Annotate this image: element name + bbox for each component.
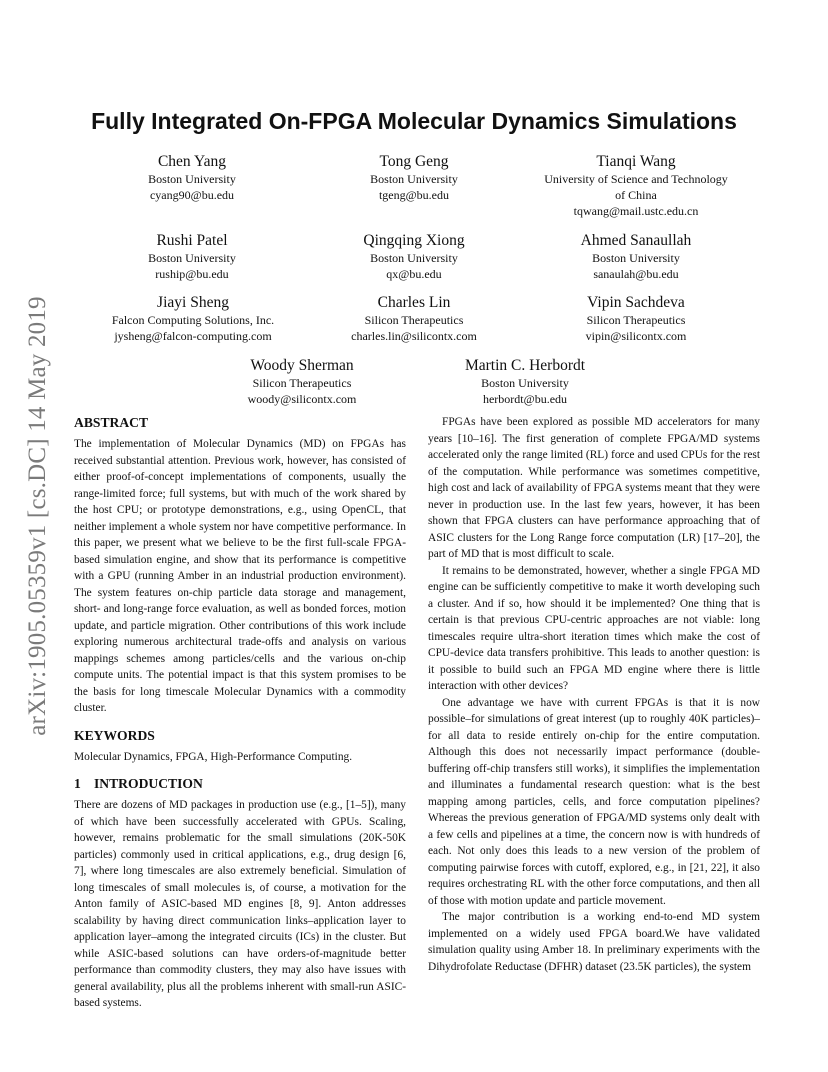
author-block [314,231,514,282]
author-email: woody@silicontx.com [247,392,357,406]
author-affiliation: Falcon Computing Solutions, Inc. [111,313,275,327]
author-email: vipin@silicontx.com [585,329,687,343]
section-number: 1 [74,776,81,791]
author-affiliation: Silicon Therapeutics [252,376,352,390]
author-affiliation: of China [615,188,657,202]
author-name: Martin C. Herbordt [464,357,586,374]
author-block [314,152,514,203]
author-email: qx@bu.edu [386,267,442,281]
author-affiliation: Boston University [370,251,458,265]
intro-paragraph: There are dozens of MD packages in production use (e.g., [1–5]), many of which have been successfully accelerated with GPUs. Scaling, however, remains problematic for the small simulations (20K-50K particles) commonly used in critical applications, e.g., drug design [6, 7], where long timescales are also extremely beneficial. Simulation of long timescales of small molecules is, of course, a motivation for the Anton family of ASIC-based MD engines [8, 9]. Anton addresses scalability by having direct communication links–application layer to application layer–among the integrated circuits (ICs) in the cluster. But while ASIC-based solutions can have orders-of-magnitude better performance than commodity clusters, they may also have issues with general availability, plus all the problems inherent with small-run ASIC-based systems. [74,799,406,1009]
author-name: Ahmed Sanaullah [580,232,692,249]
author-block [82,293,304,344]
author-block [525,152,747,219]
intro-paragraph: The major contribution is a working end-to-end MD system implemented on a widely used FPGA board.We have validated simulation quality using Amber 18. In preliminary experiments with the Dihydrofolate Reductase (DFHR) dataset (23.5K particles), the system [428,911,760,973]
keywords-heading: KEYWORDS [74,727,155,743]
abstract-heading: ABSTRACT [74,415,149,430]
author-email: jysheng@falcon-computing.com [114,329,272,343]
author-name: Chen Yang [157,153,227,170]
author-block [202,356,402,407]
author-name: Tianqi Wang [596,153,676,170]
abstract-text: The implementation of Molecular Dynamics (MD) on FPGAs has received substantial attention. Previous work, however, has consisted of either proof-of-concept implementations of components, usually the range-limited force; full systems, but with much of the work shared by the host CPU; or prototype demonstrations, e.g., using OpenCL, that neither implement a whole system nor have competitive performance. In this paper, we present what we believe to be the first full-scale FPGA-based simulation engine, and show that its performance is competitive with a GPU (running Amber in an industrial production environment). The system features on-chip particle data storage and management, short- and long-range force evaluation, as well as bonded forces, motion update, and particle migration. Other contributions of this work include exploring numerous architectural trade-offs and analysis on various mappings schemes among particles/cells and the various on-chip compute units. The potential impact is that this system promises to be the basis for long timescale Molecular Dynamics with a commodity cluster. [74,438,406,714]
author-affiliation: Boston University [592,251,680,265]
author-name: Rushi Patel [156,232,228,249]
author-email: tqwang@mail.ustc.edu.cn [573,204,699,218]
author-email: ruship@bu.edu [155,267,229,281]
section-title: INTRODUCTION [94,776,203,791]
author-name: Woody Sherman [250,357,354,374]
author-name: Qingqing Xiong [363,232,465,249]
author-affiliation: Boston University [148,251,236,265]
author-affiliation: Silicon Therapeutics [364,313,464,327]
author-name: Vipin Sachdeva [587,294,685,311]
author-block [425,356,625,407]
left-column [74,414,406,1012]
arxiv-stamp [17,258,59,773]
author-affiliation: Boston University [370,172,458,186]
author-name: Jiayi Sheng [157,294,229,311]
author-block [536,293,736,344]
intro-paragraph: It remains to be demonstrated, however, whether a single FPGA MD engine can be sufficiently competitive to make it worth developing such a cluster. And if so, how should it be implemented? One thing that is certain is that previous CPU-centric approaches are not viable: long timescales require ultra-short iteration times which make the cost of CPU-device data transfers prohibitive. This leads to another question: is it possible to build such an FPGA MD engine where there is little interaction with other devices? [428,564,760,692]
author-block [92,231,292,282]
author-email: sanaulah@bu.edu [593,267,679,281]
arxiv-identifier: arXiv:1905.05359v1 [cs.DC] 14 May 2019 [24,295,51,736]
author-name: Tong Geng [379,153,449,170]
right-column [428,414,760,975]
intro-paragraph: One advantage we have with current FPGAs is that it is now possible–for simulations of great interest (up to roughly 40K particles)–for all data to reside entirely on-chip for the entire computation. Although this does not necessarily impact performance (double-buffering off-chip transfers still works), it simplifies the implementation and illuminates a fundamental research question: what is the best mapping among particles, cells, and force computation pipelines? Whereas the previous generation of FPGA/MD systems only dealt with a few cells and pipelines at a time, the concern now is with hundreds of each. Not only does this leads to a new version of the problem of computing pairwise forces with cutoff, explored, e.g., in [21, 22], it also requires orchestrating RL with the other force computations, and then all of those with motion update and particle movement. [428,696,760,907]
author-block [536,231,736,282]
author-block [314,293,514,344]
introduction-heading [74,775,406,793]
intro-paragraph: FPGAs have been explored as possible MD accelerators for many years [10–16]. The first generation of complete FPGA/MD systems accelerated only the range limited (RL) force and used CPUs for the rest of the computation. While performance was sometimes competitive, high cost and lack of availability of FPGA systems meant that they were never in production use. In the last few years, however, it has been shown that FPGA clusters can have performance approaching that of ASIC clusters for the Long Range force computation (LR) [17–20], the part of MD that is most difficult to scale. [428,416,760,560]
author-affiliation: Boston University [481,376,569,390]
author-email: cyang90@bu.edu [149,188,235,202]
author-affiliation: University of Science and Technology [544,172,728,186]
keywords-text: Molecular Dynamics, FPGA, High-Performance Computing. [74,750,353,763]
author-email: herbordt@bu.edu [482,392,568,406]
paper-title: Fully Integrated On-FPGA Molecular Dynamics Simulations [91,108,737,134]
author-affiliation: Boston University [148,172,236,186]
author-name: Charles Lin [377,294,451,311]
author-block [92,152,292,203]
author-email: tgeng@bu.edu [378,188,450,202]
author-affiliation: Silicon Therapeutics [586,313,686,327]
author-email: charles.lin@silicontx.com [351,329,477,343]
